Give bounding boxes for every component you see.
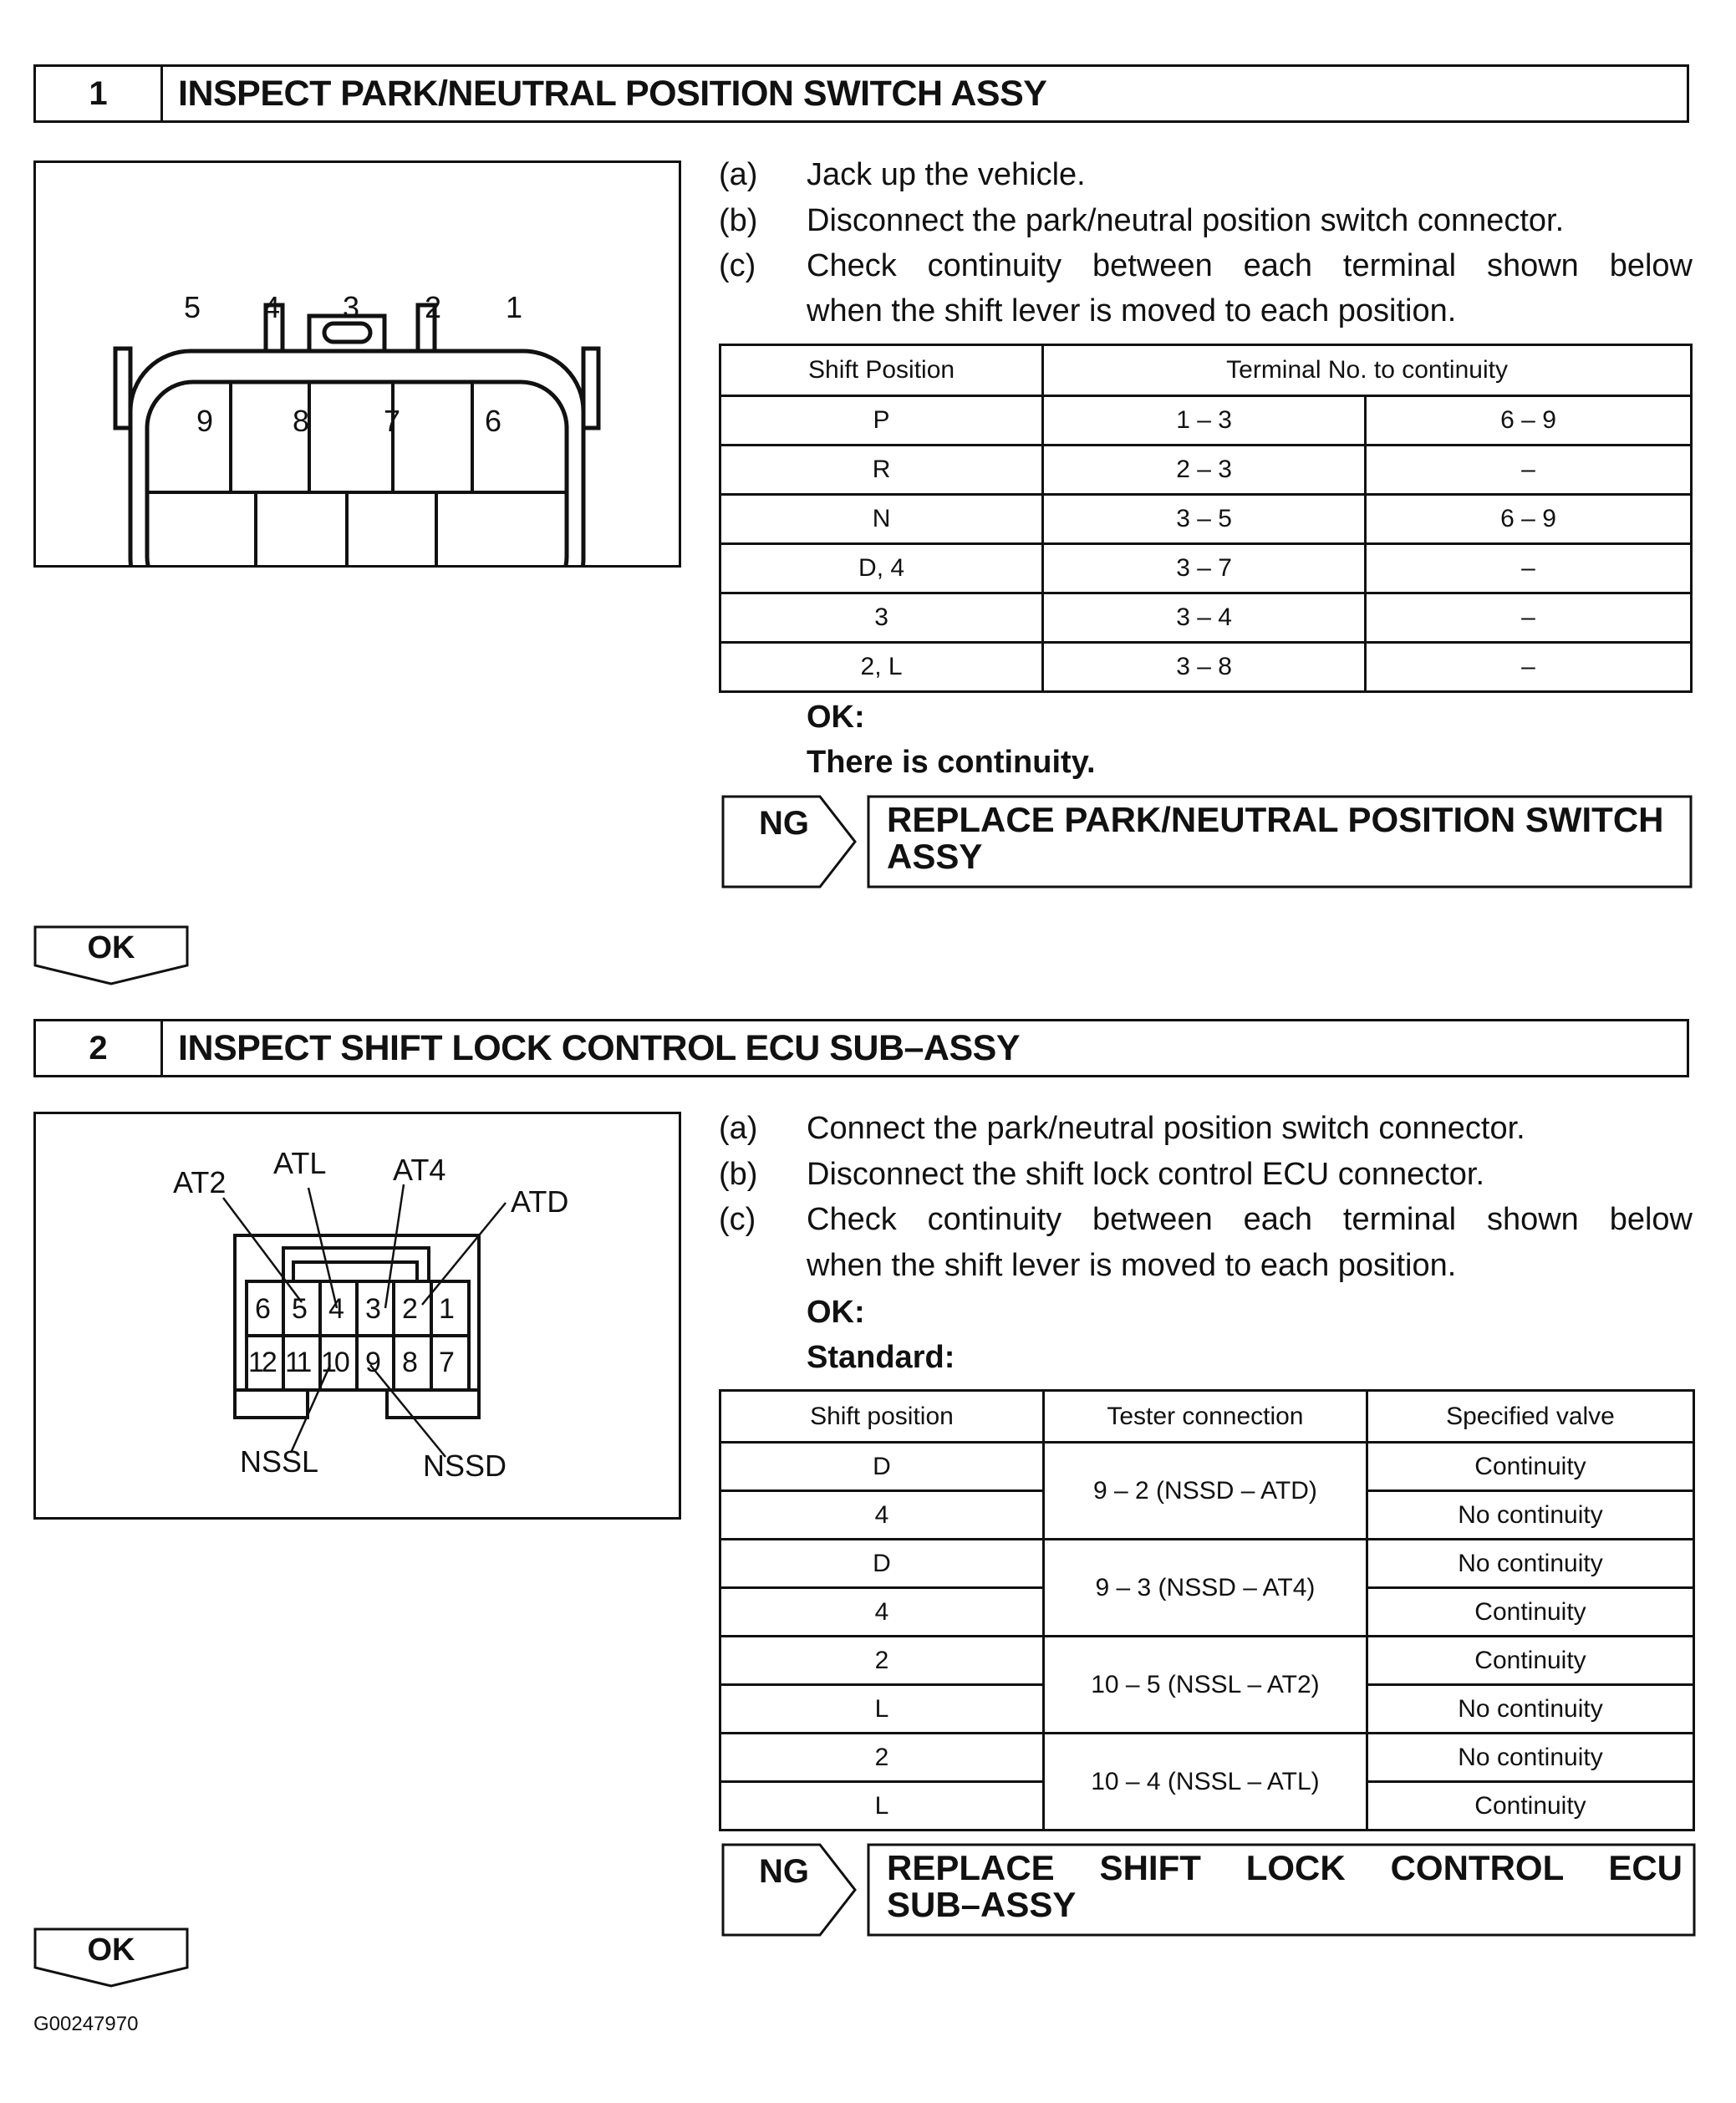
cell-shift-position: 4 [720, 1588, 1044, 1637]
ng-instruction: REPLACE PARK/NEUTRAL POSITION SWITCH ASSY [887, 800, 1664, 876]
pin-label: 9 [196, 404, 214, 438]
ng-action-1 [721, 795, 1693, 889]
cell-terminal: 3 – 4 [1043, 593, 1366, 643]
table-row [720, 593, 1692, 643]
cell-terminal: – [1366, 544, 1692, 593]
cell-shift-position: P [720, 396, 1043, 446]
ok-flow-arrow-2 [33, 1927, 189, 1988]
pin-label: 1 [506, 290, 523, 324]
pin-grid [247, 1281, 469, 1390]
cell-shift-position: L [720, 1782, 1044, 1831]
ok-label: OK: [807, 700, 865, 735]
cell-shift-position: 2 [720, 1734, 1044, 1782]
table-row [720, 495, 1692, 544]
cell-terminal: 6 – 9 [1366, 495, 1692, 544]
pin-label: 2 [425, 290, 442, 324]
cell-specified-value: No continuity [1367, 1734, 1693, 1782]
cell-terminal: 3 – 5 [1043, 495, 1366, 544]
step-label: (c) [719, 248, 756, 283]
cell-terminal: – [1366, 593, 1692, 643]
ok-flow-arrow-1 [33, 925, 189, 985]
header-cell: Specified valve [1367, 1391, 1693, 1443]
step-text: Disconnect the park/neutral position switch connector. [807, 203, 1565, 238]
ng-label: NG [759, 805, 809, 842]
cell-shift-position: 2, L [720, 643, 1043, 692]
cell-shift-position: D [720, 1540, 1044, 1588]
section-title: INSPECT SHIFT LOCK CONTROL ECU SUB–ASSY [178, 1027, 1021, 1068]
ng-label: NG [759, 1853, 809, 1890]
table-row [720, 1443, 1694, 1491]
callout-label: ATL [273, 1146, 327, 1180]
pin-label: 10 [321, 1347, 348, 1378]
cell-tester-connection: 10 – 5 (NSSL – AT2) [1043, 1637, 1367, 1734]
cell-terminal: – [1366, 446, 1692, 495]
cell-specified-value: No continuity [1367, 1540, 1693, 1588]
table-header-row [720, 1391, 1694, 1443]
header-cell: Shift Position [720, 345, 1043, 396]
table-header-row [720, 345, 1692, 396]
step-label: (c) [719, 1202, 756, 1237]
shift-lock-ecu-connector-figure [33, 1112, 681, 1520]
table-row [720, 1540, 1694, 1588]
pin-label: 12 [248, 1347, 275, 1378]
cell-shift-position: 2 [720, 1637, 1044, 1685]
standard-text: Standard: [807, 1340, 955, 1375]
cell-specified-value: Continuity [1367, 1782, 1693, 1831]
pin-label: 6 [485, 404, 502, 438]
cell-shift-position: R [720, 446, 1043, 495]
pin-label: 11 [285, 1347, 310, 1378]
section-1-header [33, 64, 1689, 123]
table-row [720, 396, 1692, 446]
ng-instruction: REPLACE SHIFT LOCK CONTROL ECU SUB–ASSY [887, 1848, 1683, 1924]
callout-label: NSSL [240, 1444, 319, 1479]
cell-specified-value: Continuity [1367, 1637, 1693, 1685]
ok-arrow-label: OK [87, 1932, 135, 1968]
callout-label: NSSD [423, 1449, 507, 1483]
cell-specified-value: Continuity [1367, 1443, 1693, 1491]
continuity-table-2 [719, 1389, 1695, 1831]
cell-terminal: 2 – 3 [1043, 446, 1366, 495]
park-neutral-connector-figure [33, 160, 681, 568]
table-row [720, 643, 1692, 692]
step-text: Jack up the vehicle. [807, 157, 1086, 192]
header-cell: Tester connection [1043, 1391, 1367, 1443]
step-label: (a) [719, 1111, 758, 1146]
pin-label: 3 [365, 1293, 381, 1325]
section-number: 2 [36, 1021, 163, 1075]
cell-specified-value: No continuity [1367, 1491, 1693, 1540]
pin-label: 5 [292, 1293, 308, 1325]
cell-terminal: 3 – 7 [1043, 544, 1366, 593]
step-label: (a) [719, 157, 758, 192]
cell-specified-value: Continuity [1367, 1588, 1693, 1637]
callout-label: AT2 [173, 1165, 227, 1199]
table-row [720, 1637, 1694, 1685]
pin-label: 9 [365, 1347, 381, 1378]
pin-label: 6 [255, 1293, 271, 1325]
step-label: (b) [719, 1157, 758, 1192]
section-title: INSPECT PARK/NEUTRAL POSITION SWITCH ASSY [178, 73, 1047, 114]
table-row [720, 544, 1692, 593]
ng-action-2 [721, 1843, 1696, 1937]
pin-label: 8 [293, 404, 310, 438]
step-text: Connect the park/neutral position switch connector. [807, 1111, 1525, 1146]
ok-arrow-label: OK [87, 930, 135, 965]
cell-shift-position: D, 4 [720, 544, 1043, 593]
section-number: 1 [36, 67, 163, 120]
figure-code: G00247970 [33, 2013, 139, 2035]
pin-label: 7 [439, 1347, 455, 1378]
cell-tester-connection: 9 – 3 (NSSD – AT4) [1043, 1540, 1367, 1637]
cell-shift-position: 4 [720, 1491, 1044, 1540]
pin-label: 5 [184, 290, 201, 324]
cell-shift-position: N [720, 495, 1043, 544]
pin-label: 7 [384, 404, 401, 438]
cell-terminal: 6 – 9 [1366, 396, 1692, 446]
pin-label: 4 [263, 290, 281, 324]
cell-tester-connection: 9 – 2 (NSSD – ATD) [1043, 1443, 1367, 1540]
cell-terminal: 3 – 8 [1043, 643, 1366, 692]
step-text: when the shift lever is moved to each position. [807, 293, 1457, 328]
step-text: Disconnect the shift lock control ECU connector. [807, 1157, 1485, 1192]
table-row [720, 1734, 1694, 1782]
cell-tester-connection: 10 – 4 (NSSL – ATL) [1043, 1734, 1367, 1831]
ok-text: There is continuity. [807, 745, 1096, 780]
cell-terminal: – [1366, 643, 1692, 692]
header-cell: Shift position [720, 1391, 1044, 1443]
continuity-table-1 [719, 344, 1693, 693]
section-2-header [33, 1019, 1689, 1077]
step-text: Check continuity between each terminal shown below [807, 248, 1693, 283]
ok-label: OK: [807, 1295, 865, 1330]
cell-shift-position: 3 [720, 593, 1043, 643]
pin-label: 8 [402, 1347, 418, 1378]
cell-specified-value: No continuity [1367, 1685, 1693, 1734]
step-text: when the shift lever is moved to each position. [807, 1248, 1457, 1283]
pin-label: 2 [402, 1293, 418, 1325]
callout-label: ATD [511, 1184, 569, 1219]
cell-shift-position: L [720, 1685, 1044, 1734]
cell-shift-position: D [720, 1443, 1044, 1491]
step-text: Check continuity between each terminal shown below [807, 1202, 1693, 1237]
pin-label: 1 [439, 1293, 455, 1325]
pin-label: 3 [343, 290, 360, 324]
pin-label: 4 [328, 1293, 344, 1325]
table-row [720, 446, 1692, 495]
cell-terminal: 1 – 3 [1043, 396, 1366, 446]
header-cell: Terminal No. to continuity [1043, 345, 1692, 396]
callout-label: AT4 [393, 1153, 446, 1187]
step-label: (b) [719, 203, 758, 238]
